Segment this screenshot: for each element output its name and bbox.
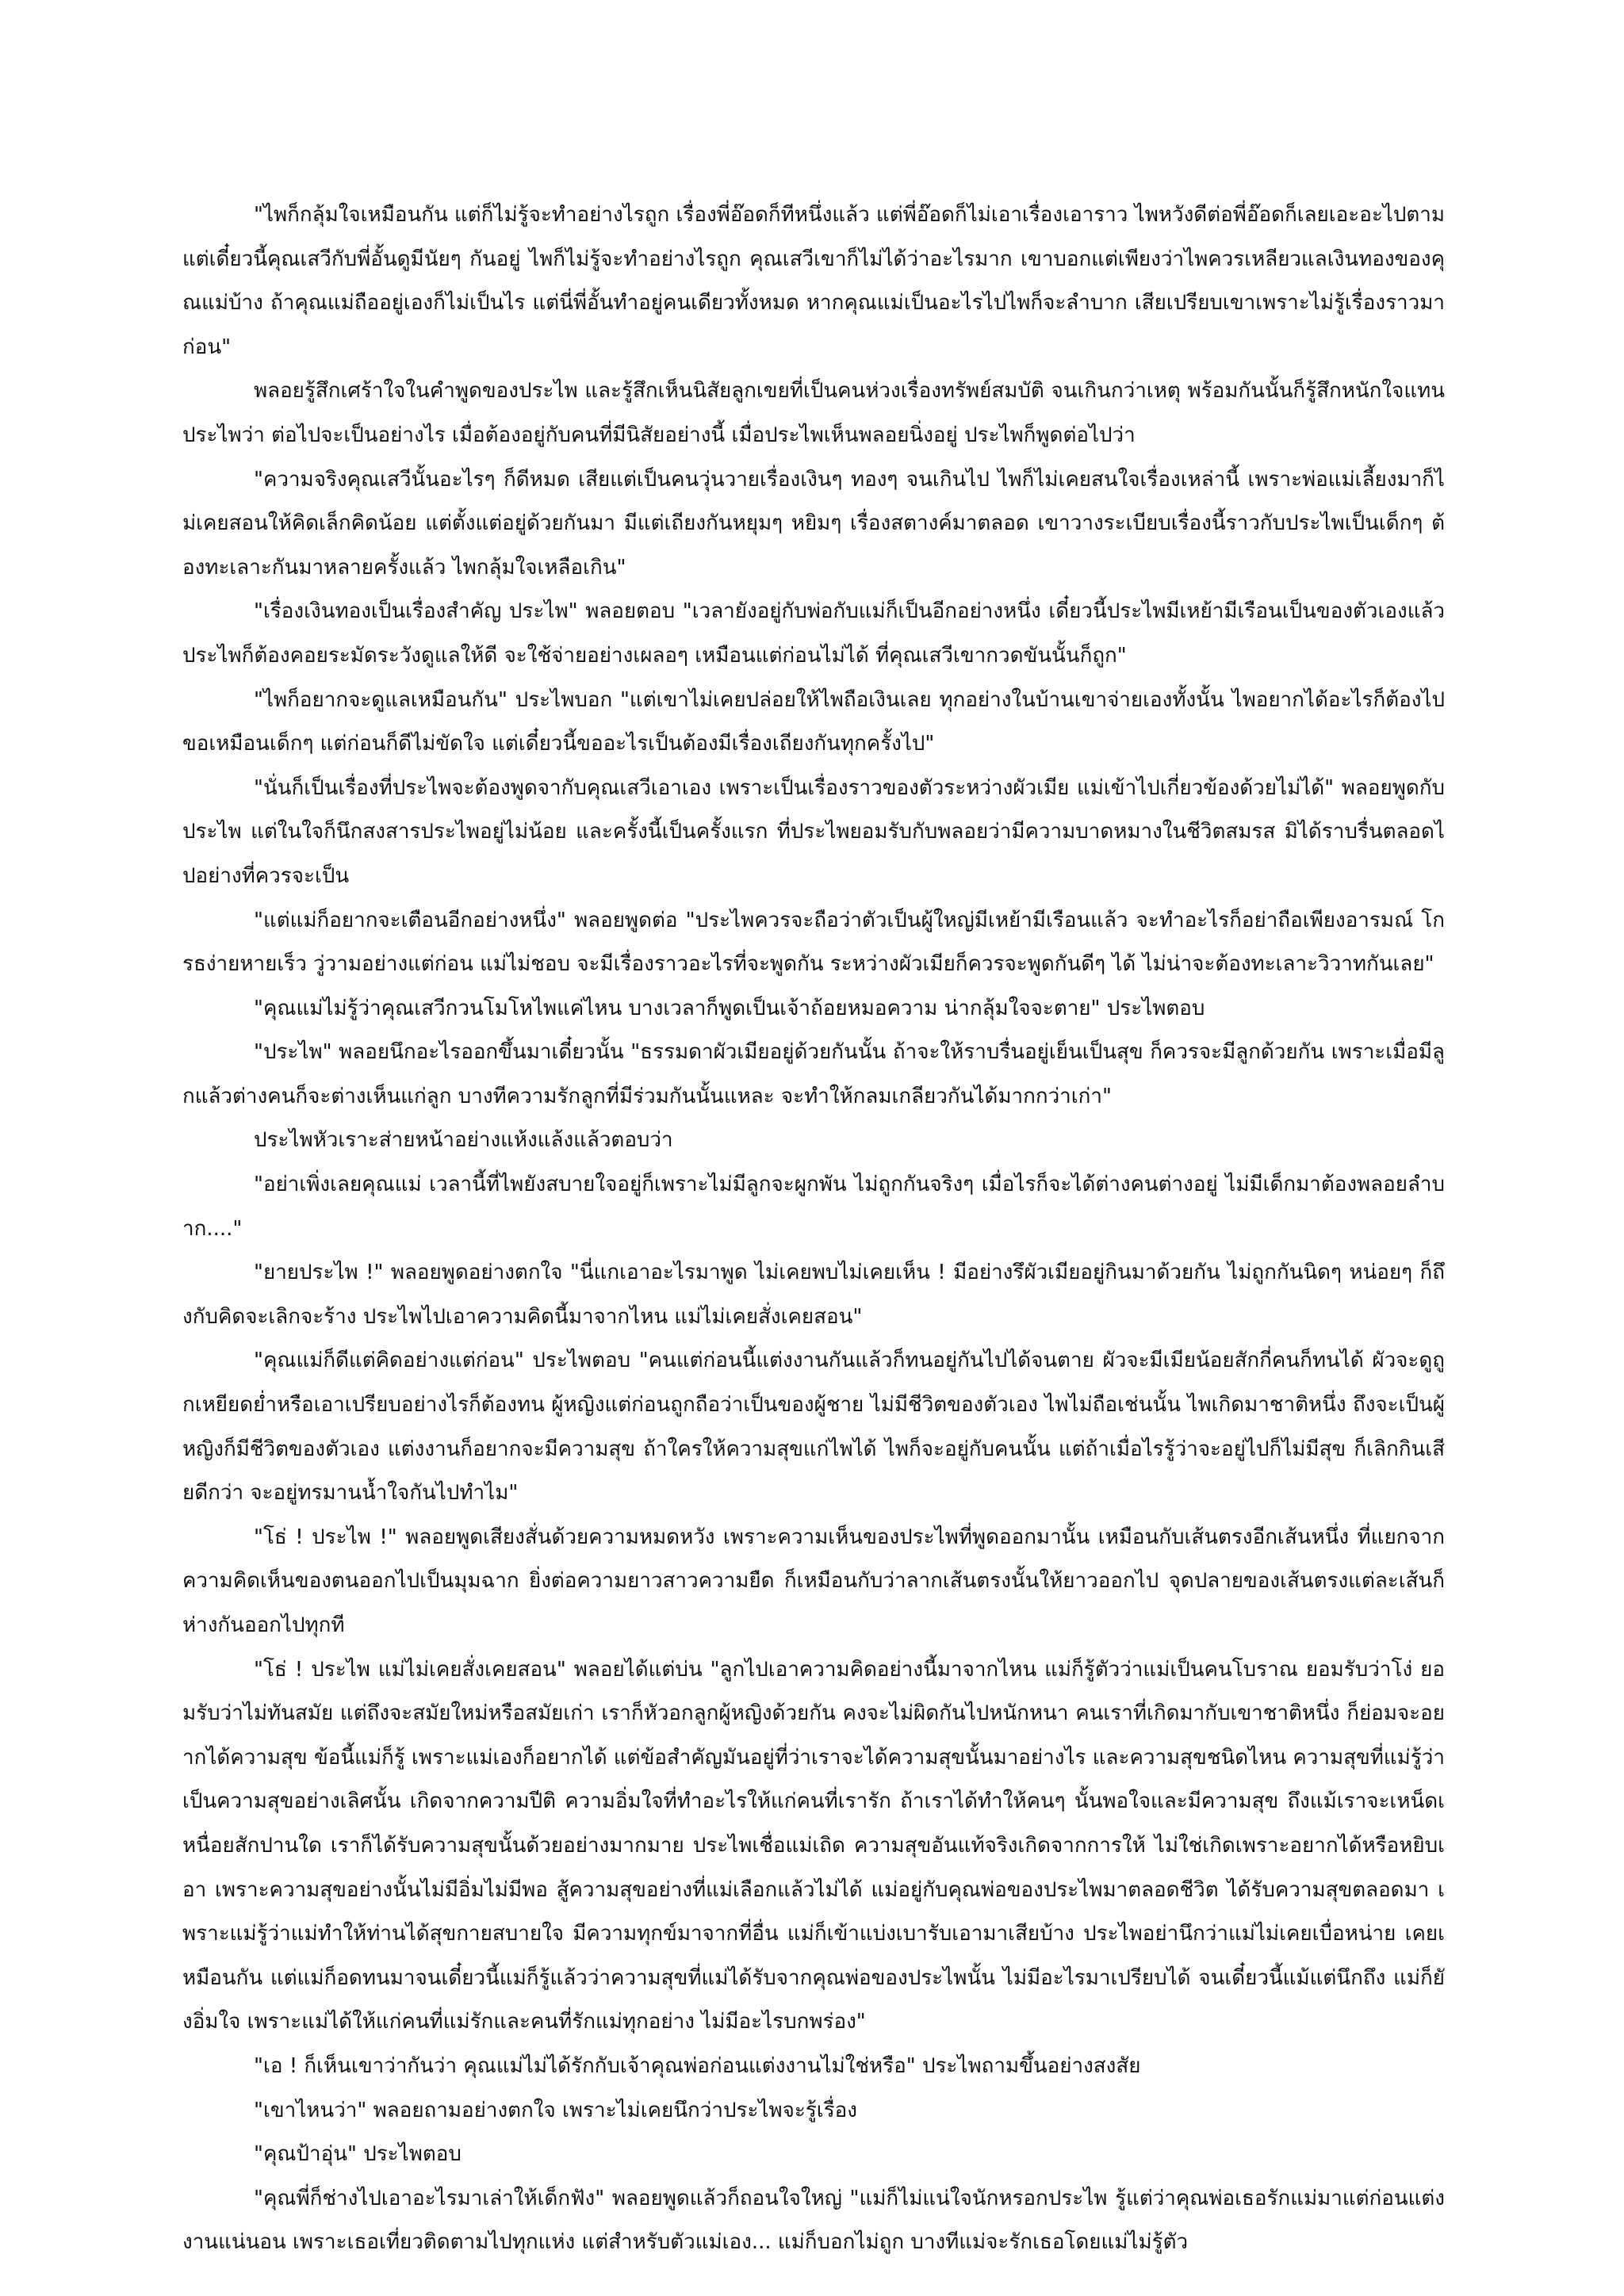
paragraph: "ไพก็กลุ้มใจเหมือนกัน แต่ก็ไม่รู้จะทำอย่างไรถูก เรื่องพี่อ๊อดก็ทีหนึ่งแล้ว แต่พี่อ๊อดก็ไม่เอาเรื่องเอาราว ไพหวังดีต่อพี่อ๊อดก็เลยเอะอะไปตาม แต่เดี๋ยวนี้คุณเสวีกับพี่อั้นดูมีนัยๆ กันอยู่ ไพก็ไม่รู้จะทำอย่างไรถูก คุณเสวีเขาก็ไม่ได้ว่าอะไรมาก เขาบอกแต่เพียงว่าไพควรเหลียวแลเงินทองของคุณแม่บ้าง ถ้าคุณแม่ถืออยู่เองก็ไม่เป็นไร แต่นี่พี่อั้นทำอยู่คนเดียวทั้งหมด หากคุณแม่เป็นอะไรไปไพก็จะลำบาก เสียเปรียบเขาเพราะไม่รู้เรื่องราวมาก่อน" (182, 203, 1445, 359)
paragraph: "คุณแม่ไม่รู้ว่าคุณเสวีกวนโมโหไพแค่ไหน บางเวลาก็พูดเป็นเจ้าถ้อยหมอความ น่ากลุ้มใจจะตาย" ประไพตอบ (254, 996, 1205, 1020)
paragraph: "คุณป้าอุ่น" ประไพตอบ (254, 2142, 462, 2167)
paragraph: "คุณพี่ก็ช่างไปเอาอะไรมาเล่าให้เด็กฟัง" พลอยพูดแล้วก็ถอนใจใหญ่ "แม่ก็ไม่แน่ใจนักหรอกประไพ รู้แต่ว่าคุณพ่อเธอรักแม่มาแต่ก่อนแต่งงานแน่นอน เพราะเธอเที่ยวติดตามไปทุกแห่ง แต่สำหรับตัวแม่เอง... แม่ก็บอกไม่ถูก บางทีแม่จะรักเธอโดยแม่ไม่รู้ตัว (182, 2186, 1445, 2255)
paragraph: "เขาไหนว่า" พลอยถามอย่างตกใจ เพราะไม่เคยนึกว่าประไพจะรู้เรื่อง (254, 2098, 857, 2122)
paragraph: "โธ่ ! ประไพ !" พลอยพูดเสียงสั่นด้วยความหมดหวัง เพราะความเห็นของประไพที่พูดออกมานั้น เหมือนกับเส้นตรงอีกเส้นหนึ่ง ที่แยกจากความคิดเห็นของตนออกไปเป็นมุมฉาก ยิ่งต่อความยาวสาวความยืด ก็เหมือนกับว่าลากเส้นตรงนั้นให้ยาวออกไป จุดปลายของเส้นตรงแต่ละเส้นก็ห่างกันออกไปทุกที (182, 1525, 1445, 1637)
paragraph: "ประไพ" พลอยนึกอะไรออกขึ้นมาเดี๋ยวนั้น "ธรรมดาผัวเมียอยู่ด้วยกันนั้น ถ้าจะให้ราบรื่นอยู่เย็นเป็นสุข ก็ควรจะมีลูกด้วยกัน เพราะเมื่อมีลูกแล้วต่างคนก็จะต่างเห็นแก่ลูก บางทีความรักลูกที่มีร่วมกันนั้นแหละ จะทำให้กลมเกลียวกันได้มากกว่าเก่า" (182, 1040, 1445, 1108)
paragraph: "อย่าเพิ่งเลยคุณแม่ เวลานี้ที่ไพยังสบายใจอยู่ก็เพราะไม่มีลูกจะผูกพัน ไม่ถูกกันจริงๆ เมื่อไรก็จะได้ต่างคนต่างอยู่ ไม่มีเด็กมาต้องพลอยลำบาก...." (182, 1173, 1445, 1241)
paragraph: "ความจริงคุณเสวีนั้นอะไรๆ ก็ดีหมด เสียแต่เป็นคนวุ่นวายเรื่องเงินๆ ทองๆ จนเกินไป ไพก็ไม่เคยสนใจเรื่องเหล่านี้ เพราะพ่อแม่เลี้ยงมาก็ไม่เคยสอนให้คิดเล็กคิดน้อย แต่ตั้งแต่อยู่ด้วยกันมา มีแต่เถียงกันหยุมๆ หยิมๆ เรื่องสตางค์มาตลอด เขาวางระเบียบเรื่องนี้ราวกับประไพเป็นเด็กๆ ต้องทะเลาะกันมาหลายครั้งแล้ว ไพกลุ้มใจเหลือเกิน" (182, 467, 1445, 580)
paragraph: "คุณแม่ก็ดีแต่คิดอย่างแต่ก่อน" ประไพตอบ "คนแต่ก่อนนี้แต่งงานกันแล้วก็ทนอยู่กันไปได้จนตาย ผัวจะมีเมียน้อยสักกี่คนก็ทนได้ ผัวจะดูถูกเหยียดย่ำหรือเอาเปรียบอย่างไรก็ต้องทน ผู้หญิงแต่ก่อนถูกถือว่าเป็นของผู้ชาย ไม่มีชีวิตของตัวเอง ไพไม่ถือเช่นนั้น ไพเกิดมาชาติหนึ่ง ถึงจะเป็นผู้หญิงก็มีชีวิตของตัวเอง แต่งงานก็อยากจะมีความสุข ถ้าใครให้ความสุขแก่ไพได้ ไพก็จะอยู่กับคนนั้น แต่ถ้าเมื่อไรรู้ว่าจะอยู่ไปก็ไม่มีสุข ก็เลิกกินเสียดีกว่า จะอยู่ทรมานน้ำใจกันไปทำไม" (182, 1349, 1445, 1506)
paragraph: "ยายประไพ !" พลอยพูดอย่างตกใจ "นี่แกเอาอะไรมาพูด ไม่เคยพบไม่เคยเห็น ! มีอย่างรึผัวเมียอยู่กินมาด้วยกัน ไม่ถูกกันนิดๆ หน่อยๆ ก็ถึงกับคิดจะเลิกจะร้าง ประไพไปเอาความคิดนี้มาจากไหน แม่ไม่เคยสั่งเคยสอน" (182, 1261, 1445, 1329)
paragraph: "เรื่องเงินทองเป็นเรื่องสำคัญ ประไพ" พลอยตอบ "เวลายังอยู่กับพ่อกับแม่ก็เป็นอีกอย่างหนึ่ง เดี๋ยวนี้ประไพมีเหย้ามีเรือนเป็นของตัวเองแล้ว ประไพก็ต้องคอยระมัดระวังดูแลให้ดี จะใช้จ่ายอย่างเผลอๆ เหมือนแต่ก่อนไม่ได้ ที่คุณเสวีเขากวดขันนั้นก็ถูก" (182, 599, 1445, 668)
paragraph: "เอ ! ก็เห็นเขาว่ากันว่า คุณแม่ไม่ได้รักกับเจ้าคุณพ่อก่อนแต่งงานไม่ใช่หรือ" ประไพถามขึ้นอย่างสงสัย (254, 2053, 1141, 2078)
paragraph: "นั่นก็เป็นเรื่องที่ประไพจะต้องพูดจากับคุณเสวีเอาเอง เพราะเป็นเรื่องราวของตัวระหว่างผัวเมีย แม่เข้าไปเกี่ยวข้องด้วยไม่ได้" พลอยพูดกับประไพ แต่ในใจก็นึกสงสารประไพอยู่ไม่น้อย และครั้งนี้เป็นครั้งแรก ที่ประไพยอมรับกับพลอยว่ามีความบาดหมางในชีวิตสมรส มิได้ราบรื่นตลอดไปอย่างที่ควรจะเป็น (182, 775, 1445, 888)
paragraph: พลอยรู้สึกเศร้าใจในคำพูดของประไพ และรู้สึกเห็นนิสัยลูกเขยที่เป็นคนห่วงเรื่องทรัพย์สมบัติ จนเกินกว่าเหตุ พร้อมกันนั้นก็รู้สึกหนักใจแทนประไพว่า ต่อไปจะเป็นอย่างไร เมื่อต้องอยู่กับคนที่มีนิสัยอย่างนี้ เมื่อประไพเห็นพลอยนิ่งอยู่ ประไพก็พูดต่อไปว่า (182, 379, 1445, 447)
document-body (182, 193, 1445, 2265)
paragraph: "แต่แม่ก็อยากจะเตือนอีกอย่างหนึ่ง" พลอยพูดต่อ "ประไพควรจะถือว่าตัวเป็นผู้ใหญ่มีเหย้ามีเรือนแล้ว จะทำอะไรก็อย่าถือเพียงอารมณ์ โกรธง่ายหายเร็ว วู่วามอย่างแต่ก่อน แม่ไม่ชอบ จะมีเรื่องราวอะไรที่จะพูดกัน ระหว่างผัวเมียก็ควรจะพูดกันดีๆ ได้ ไม่น่าจะต้องทะเลาะวิวาทกันเลย" (182, 908, 1445, 977)
paragraph: "ไพก็อยากจะดูแลเหมือนกัน" ประไพบอก "แต่เขาไม่เคยปล่อยให้ไพถือเงินเลย ทุกอย่างในบ้านเขาจ่ายเองทั้งนั้น ไพอยากได้อะไรก็ต้องไปขอเหมือนเด็กๆ แต่ก่อนก็ดีไม่ขัดใจ แต่เดี๋ยวนี้ขออะไรเป็นต้องมีเรื่องเถียงกันทุกครั้งไป" (182, 687, 1445, 756)
paragraph: "โธ่ ! ประไพ แม่ไม่เคยสั่งเคยสอน" พลอยได้แต่บ่น "ลูกไปเอาความคิดอย่างนี้มาจากไหน แม่ก็รู้ตัวว่าแม่เป็นคนโบราณ ยอมรับว่าโง่ ยอมรับว่าไม่ทันสมัย แต่ถึงจะสมัยใหม่หรือสมัยเก่า เราก็หัวอกลูกผู้หญิงด้วยกัน คงจะไม่ผิดกันไปหนักหนา คนเราที่เกิดมากับเขาชาติหนึ่ง ก็ย่อมจะอยากได้ความสุข ข้อนี้แม่ก็รู้ เพราะแม่เองก็อยากได้ แต่ข้อสำคัญมันอยู่ที่ว่าเราจะได้ความสุขนั้นมาอย่างไร และความสุขชนิดไหน ความสุขที่แม่รู้ว่าเป็นความสุขอย่างเลิศนั้น เกิดจากความปีติ ความอิ่มใจที่ทำอะไรให้แก่คนที่เรารัก ถ้าเราได้ทำให้คนๆ นั้นพอใจและมีความสุข ถึงแม้เราจะเหน็ดเหนื่อยสักปานใด เราก็ได้รับความสุขนั้นด้วยอย่างมากมาย ประไพเชื่อแม่เถิด ความสุขอันแท้จริงเกิดจากการให้ ไม่ใช่เกิดเพราะอยากได้หรือหยิบเอา เพราะความสุขอย่างนั้นไม่มีอิ่มไม่มีพอ สู้ความสุขอย่างที่แม่เลือกแล้วไม่ได้ แม่อยู่กับคุณพ่อของประไพมาตลอดชีวิต ได้รับความสุขตลอดมา เพราะแม่รู้ว่าแม่ทำให้ท่านได้สุขกายสบายใจ มีความทุกข์มาจากที่อื่น แม่ก็เข้าแบ่งเบารับเอามาเสียบ้าง ประไพอย่านึกว่าแม่ไม่เคยเบื่อหน่าย เคยเหมือนกัน แต่แม่ก็อดทนมาจนเดี๋ยวนี้แม่ก็รู้แล้วว่าความสุขที่แม่ได้รับจากคุณพ่อของประไพนั้น ไม่มีอะไรมาเปรียบได้ จนเดี๋ยวนี้แม้แต่นึกถึง แม่ก็ยังอิ่มใจ เพราะแม่ได้ให้แก่คนที่แม่รักและคนที่รักแม่ทุกอย่าง ไม่มีอะไรบกพร่อง" (182, 1657, 1445, 2034)
paragraph: ประไพหัวเราะส่ายหน้าอย่างแห้งแล้งแล้วตอบว่า (254, 1128, 673, 1153)
